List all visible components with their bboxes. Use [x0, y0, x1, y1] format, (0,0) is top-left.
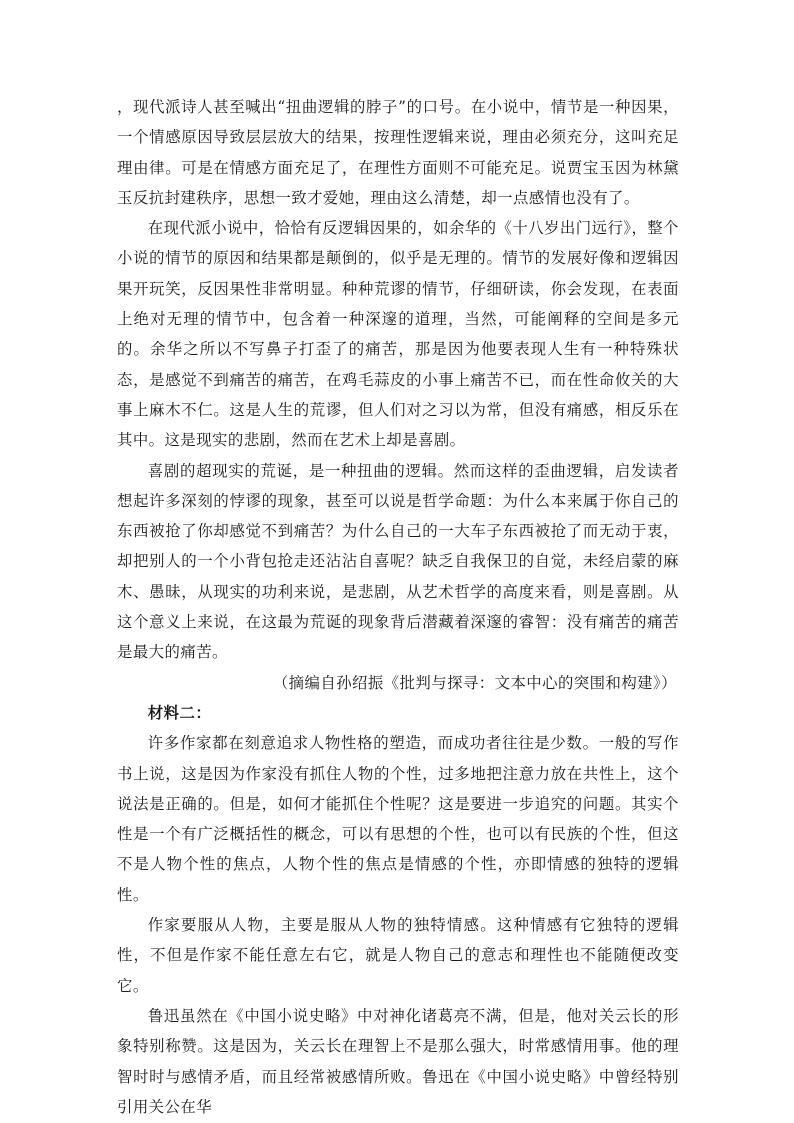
- paragraph-comedy: 喜剧的超现实的荒诞，是一种扭曲的逻辑。然而这样的歪曲逻辑，启发读者想起许多深刻的悖谬的现象，甚至可以说是哲学命题：为什么本来属于你自己的东西被抢了你却感觉不到痛苦？为什么自己的一大车子东西被抢了而无动于衷，却把别人的一个小背包抢走还沾沾自喜呢？缺乏自我保卫的自觉，未经启蒙的麻木、愚昧，从现实的功利来说，是悲剧，从艺术哲学的高度来看，则是喜剧。从这个意义上来说，在这最为荒诞的现象背后潜藏着深邃的睿智：没有痛苦的痛苦是最大的痛苦。: [117, 461, 679, 662]
- source-citation: （摘编自孙绍振《批判与探寻：文本中心的突围和构建》）: [272, 673, 677, 692]
- paragraph-continuation: ，现代派诗人甚至喊出“扭曲逻辑的脖子”的口号。在小说中，情节是一种因果，一个情感原因导致层层放大的结果，按理性逻辑来说，理由必须充分，这叫充足理由律。可是在情感方面充足了，在理性方面则不可能充足。说贾宝玉因为林黛玉反抗封建秩序，思想一致才爱她，理由这么清楚，却一点感情也没有了。: [117, 98, 679, 207]
- section-heading-material-two: 材料二：: [147, 703, 212, 722]
- paragraph-luxun-guanyunchang: 鲁迅虽然在《中国小说史略》中对神化诸葛亮不满，但是，他对关云长的形象特别称赞。这是因为，关云长在理智上不是那么强大，时常感情用事。他的理智时时与感情矛盾，而且经常被感情所败。鲁迅在《中国小说史略》中曾经特别引用关公在华: [117, 1006, 679, 1116]
- paragraph-author-obeys-character: 作家要服从人物，主要是服从人物的独特情感。这种情感有它独特的逻辑性，不但是作家不能任意左右它，就是人物自己的意志和理性也不能随便改变它。: [117, 916, 679, 995]
- paragraph-modernist-novel: 在现代派小说中，恰恰有反逻辑因果的，如余华的《十八岁出门远行》，整个小说的情节的原因和结果都是颠倒的，似乎是无理的。情节的发展好像和逻辑因果开玩笑，反因果性非常明显。种种荒谬的情节，仔细研读，你会发现，在表面上绝对无理的情节中，包含着一种深邃的道理，当然，可能阐释的空间是多元的。余华之所以不写鼻子打歪了的痛苦，那是因为他要表现人生有一种特殊状态，是感觉不到痛苦的痛苦，在鸡毛蒜皮的小事上痛苦不已，而在性命攸关的大事上麻木不仁。这是人生的荒谬，但人们对之习以为常，但没有痛感，相反乐在其中。这是现实的悲剧，然而在艺术上却是喜剧。: [117, 219, 679, 450]
- paragraph-character-personality: 许多作家都在刻意追求人物性格的塑造，而成功者往往是少数。一般的写作书上说，这是因为作家没有抓住人物的个性，过多地把注意力放在共性上，这个说法是正确的。但是，如何才能抓住个性呢？这是要进一步追究的问题。其实个性是一个有广泛概括性的概念，可以有思想的个性，也可以有民族的个性，但这不是人物个性的焦点，人物个性的焦点是情感的个性，亦即情感的独特的逻辑性。: [117, 734, 679, 904]
- document-body: [117, 92, 679, 1122]
